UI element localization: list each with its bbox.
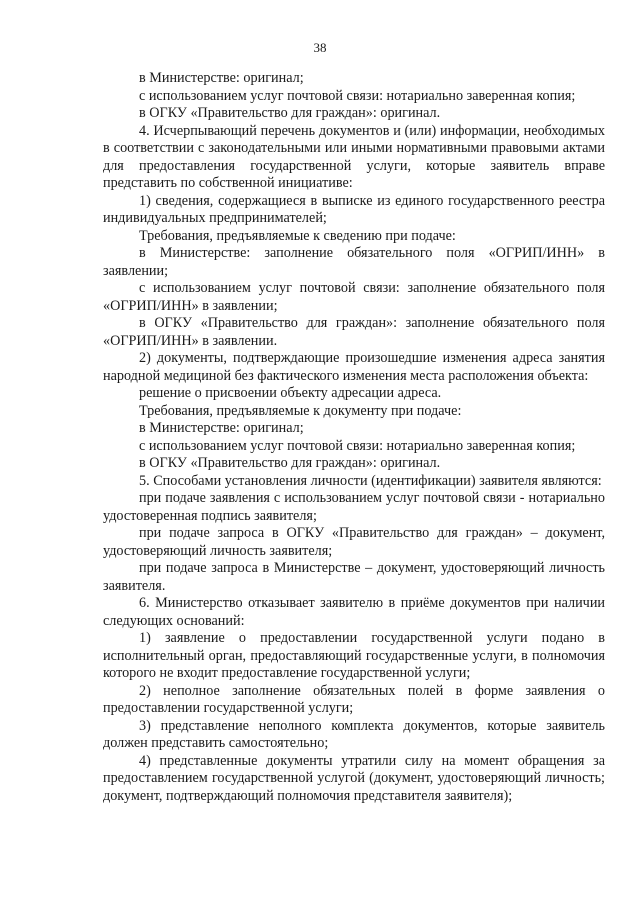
paragraph: с использованием услуг почтовой связи: нотариально заверенная копия; <box>139 437 576 454</box>
paragraph: в Министерстве: оригинал; <box>139 70 304 86</box>
paragraph: 4) представленные документы утратили силу на момент обращения за предоставлением государственной услугой (документ, удостоверяющий личность; документ, подтверждающий полномочия представителя заявителя); <box>103 752 605 804</box>
paragraph: Требования, предъявляемые к сведению при подаче: <box>139 227 456 244</box>
paragraph: при подаче запроса в ОГКУ «Правительство для граждан» – документ, удостоверяющий личность заявителя; <box>103 525 605 559</box>
paragraph: 5. Способами установления личности (идентификации) заявителя являются: <box>139 472 602 489</box>
paragraph: в Министерстве: заполнение обязательного поля «ОГРИП/ИНН» в заявлении; <box>103 245 605 279</box>
paragraph: 1) сведения, содержащиеся в выписке из единого государственного реестра индивидуальных предпринимателей; <box>103 192 605 226</box>
paragraph: в ОГКУ «Правительство для граждан»: заполнение обязательного поля «ОГРИП/ИНН» в заявлении. <box>103 315 605 349</box>
paragraph: 1) заявление о предоставлении государственной услуги подано в исполнительный орган, предоставляющий государственные услуги, в полномочия которого не входит предоставление государственной услуги; <box>103 630 605 681</box>
paragraph: 2) неполное заполнение обязательных полей в форме заявления о предоставлении государственной услуги; <box>103 682 605 716</box>
paragraph: 6. Министерство отказывает заявителю в приёме документов при наличии следующих оснований: <box>103 595 605 629</box>
paragraph: в ОГКУ «Правительство для граждан»: оригинал. <box>139 105 441 121</box>
paragraph: 3) представление неполного комплекта документов, которые заявитель должен представить самостоятельно; <box>103 717 605 751</box>
document-body <box>103 70 605 805</box>
paragraph: 4. Исчерпывающий перечень документов и (или) информации, необходимых в соответствии с законодательными или иными нормативными правовыми актами для предоставления государственной услуги, которые заявитель вправе представить по собственной инициативе: <box>103 122 605 191</box>
paragraph: 2) документы, подтверждающие произошедшие изменения адреса занятия народной медициной без фактического изменения места расположения объекта: <box>103 350 605 384</box>
page-number: 38 <box>313 40 327 55</box>
paragraph: решение о присвоении объекту адресации адреса. <box>139 385 442 401</box>
paragraph: с использованием услуг почтовой связи: заполнение обязательного поля «ОГРИП/ИНН» в заявлении; <box>103 280 605 314</box>
paragraph: при подаче запроса в Министерстве – документ, удостоверяющий личность заявителя. <box>103 560 605 594</box>
paragraph: при подаче заявления с использованием услуг почтовой связи - нотариально удостоверенная подпись заявителя; <box>103 490 605 524</box>
paragraph: в Министерстве: оригинал; <box>139 420 304 436</box>
paragraph: с использованием услуг почтовой связи: нотариально заверенная копия; <box>139 87 576 104</box>
paragraph: в ОГКУ «Правительство для граждан»: оригинал. <box>139 455 441 471</box>
paragraph: Требования, предъявляемые к документу при подаче: <box>139 402 462 419</box>
